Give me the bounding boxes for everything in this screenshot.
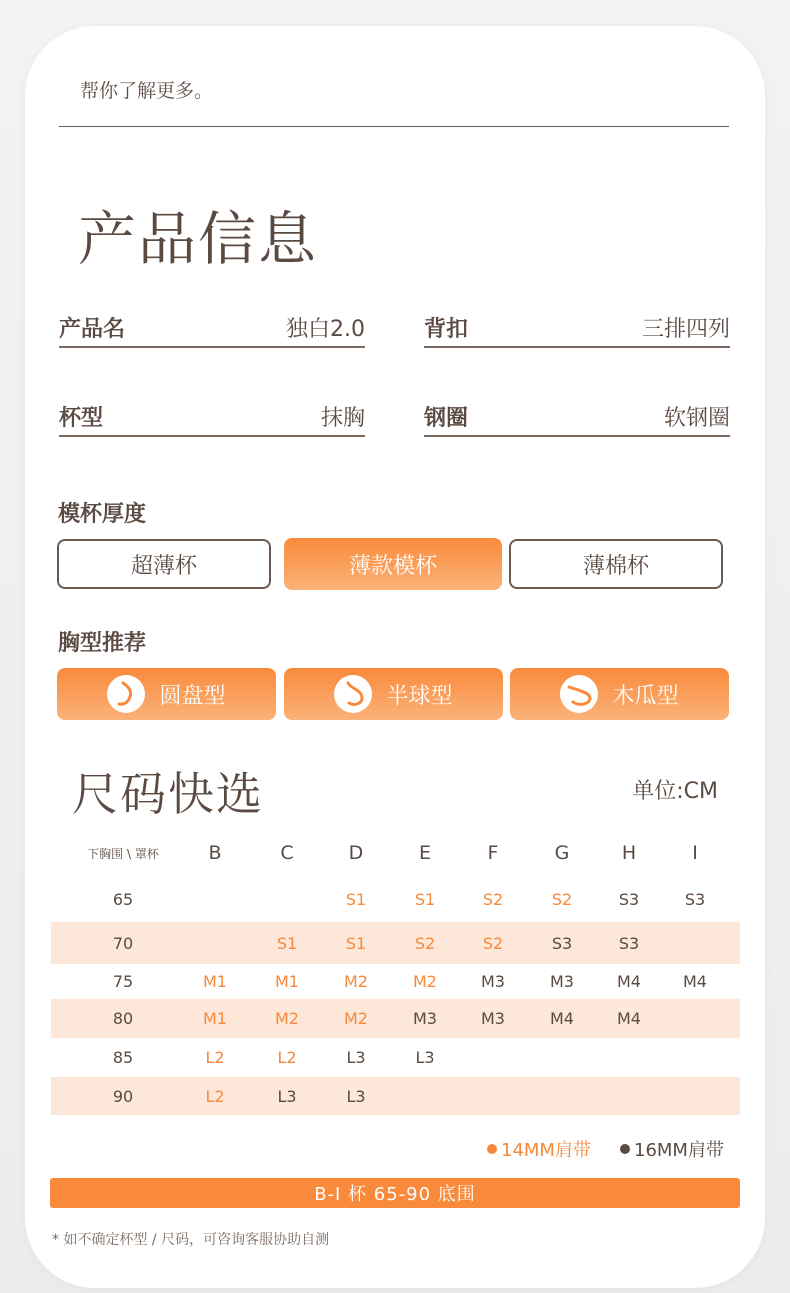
size-cell: M4 bbox=[617, 1009, 641, 1028]
size-cell: S1 bbox=[414, 889, 436, 909]
size-section-title: 尺码快选 bbox=[72, 767, 264, 821]
info-key: 产品名 bbox=[59, 317, 126, 342]
size-cell: M4 bbox=[617, 972, 641, 991]
info-product-name bbox=[59, 306, 365, 348]
size-cell: S2 bbox=[414, 933, 436, 953]
footnote: * 如不确定杯型 / 尺码，可咨询客服协助自测 bbox=[52, 1232, 330, 1248]
size-cell: L2 bbox=[205, 1086, 225, 1106]
size-header-row bbox=[51, 830, 740, 876]
size-cell: S2 bbox=[551, 889, 573, 909]
band-label: 65 bbox=[112, 889, 134, 909]
size-cell bbox=[665, 999, 725, 1038]
range-banner: B-I 杯 65-90 底围 bbox=[50, 1178, 740, 1208]
shape-label-text: 木瓜型 bbox=[612, 683, 679, 709]
size-cell: M2 bbox=[344, 1009, 368, 1028]
legend-label: 16MM肩带 bbox=[634, 1140, 724, 1161]
size-cell: S2 bbox=[482, 933, 504, 953]
divider bbox=[59, 126, 729, 127]
size-cell bbox=[665, 1038, 725, 1077]
shape-label-text: 圆盘型 bbox=[159, 683, 226, 709]
info-value: 独白2.0 bbox=[286, 317, 365, 342]
cup-header: B bbox=[208, 842, 222, 864]
info-key: 杯型 bbox=[59, 406, 104, 431]
size-cell bbox=[463, 1077, 523, 1115]
table-row bbox=[51, 999, 740, 1038]
cup-header: F bbox=[487, 842, 499, 864]
thickness-thin-cotton-button[interactable]: 薄棉杯 bbox=[509, 539, 723, 589]
size-cell: S3 bbox=[684, 889, 706, 909]
band-label: 70 bbox=[112, 933, 134, 953]
size-cell: M3 bbox=[481, 972, 505, 991]
size-cell bbox=[665, 922, 725, 964]
info-value: 三排四列 bbox=[641, 317, 730, 342]
hemisphere-breast-icon bbox=[334, 675, 372, 713]
papaya-breast-icon bbox=[560, 675, 598, 713]
size-cell: S1 bbox=[345, 933, 367, 953]
size-cell bbox=[257, 876, 317, 922]
size-cell: M1 bbox=[203, 1009, 227, 1028]
shape-hemisphere-button[interactable] bbox=[284, 668, 503, 720]
cup-header: G bbox=[554, 842, 570, 864]
info-key: 钢圈 bbox=[424, 406, 469, 431]
cup-header: C bbox=[280, 842, 294, 864]
info-cup-type bbox=[59, 395, 365, 437]
size-cell: M1 bbox=[275, 972, 299, 991]
size-cell bbox=[532, 1077, 592, 1115]
shape-round-button[interactable] bbox=[57, 668, 276, 720]
size-cell: M2 bbox=[344, 972, 368, 991]
info-back-clasp bbox=[424, 306, 730, 348]
legend-label: 14MM肩带 bbox=[501, 1140, 591, 1161]
size-cell: L3 bbox=[415, 1048, 435, 1067]
cup-header: I bbox=[692, 842, 698, 864]
size-cell bbox=[185, 876, 245, 922]
size-cell: S1 bbox=[345, 889, 367, 909]
thickness-ultra-thin-button[interactable]: 超薄杯 bbox=[57, 539, 271, 589]
size-cell: L3 bbox=[346, 1048, 366, 1067]
size-cell bbox=[599, 1077, 659, 1115]
info-key: 背扣 bbox=[424, 317, 469, 342]
size-cell: M4 bbox=[683, 972, 707, 991]
size-cell: S3 bbox=[618, 889, 640, 909]
size-cell bbox=[395, 1077, 455, 1115]
size-cell bbox=[665, 1077, 725, 1115]
shape-label: 胸型推荐 bbox=[58, 631, 147, 656]
size-cell: L3 bbox=[277, 1086, 297, 1106]
size-cell bbox=[185, 922, 245, 964]
size-cell: S1 bbox=[276, 933, 298, 953]
thickness-thin-mold-button[interactable]: 薄款模杯 bbox=[284, 538, 502, 590]
legend-14mm bbox=[487, 1136, 591, 1162]
unit-label: 单位:CM bbox=[632, 779, 718, 804]
cup-header: D bbox=[348, 842, 364, 864]
table-row bbox=[51, 1038, 740, 1077]
size-cell: L2 bbox=[277, 1048, 297, 1067]
size-cell: M2 bbox=[413, 972, 437, 991]
legend-16mm bbox=[620, 1136, 724, 1162]
cup-header: E bbox=[418, 842, 431, 864]
table-row bbox=[51, 922, 740, 964]
size-cell: M2 bbox=[275, 1009, 299, 1028]
page-title: 产品信息 bbox=[78, 205, 319, 273]
size-cell: S3 bbox=[551, 933, 573, 953]
band-label: 90 bbox=[112, 1086, 134, 1106]
band-label: 75 bbox=[112, 972, 134, 991]
shape-papaya-button[interactable] bbox=[510, 668, 729, 720]
legend-dot-dark bbox=[620, 1144, 630, 1154]
table-row bbox=[51, 1077, 740, 1115]
intro-text: 帮你了解更多。 bbox=[80, 80, 214, 102]
size-cell: M1 bbox=[203, 972, 227, 991]
size-cell: M3 bbox=[481, 1009, 505, 1028]
legend-dot-orange bbox=[487, 1144, 497, 1154]
size-cell: L2 bbox=[205, 1048, 225, 1067]
shape-label-text: 半球型 bbox=[386, 683, 453, 709]
round-breast-icon bbox=[107, 675, 145, 713]
size-cell: L3 bbox=[346, 1086, 366, 1106]
header-corner: 下胸围 \ 罩杯 bbox=[87, 846, 159, 861]
info-value: 抹胸 bbox=[320, 406, 365, 431]
table-row bbox=[51, 876, 740, 922]
info-value: 软钢圈 bbox=[663, 406, 730, 431]
thickness-label: 模杯厚度 bbox=[58, 502, 147, 527]
table-row bbox=[51, 964, 740, 999]
size-cell: M3 bbox=[413, 1009, 437, 1028]
size-cell bbox=[599, 1038, 659, 1077]
size-cell: M4 bbox=[550, 1009, 574, 1028]
size-cell bbox=[463, 1038, 523, 1077]
size-cell: M3 bbox=[550, 972, 574, 991]
info-underwire bbox=[424, 395, 730, 437]
size-cell bbox=[532, 1038, 592, 1077]
band-label: 85 bbox=[112, 1048, 134, 1067]
size-cell: S2 bbox=[482, 889, 504, 909]
size-table bbox=[51, 830, 740, 1115]
cup-header: H bbox=[621, 842, 637, 864]
band-label: 80 bbox=[112, 1009, 134, 1028]
size-cell: S3 bbox=[618, 933, 640, 953]
